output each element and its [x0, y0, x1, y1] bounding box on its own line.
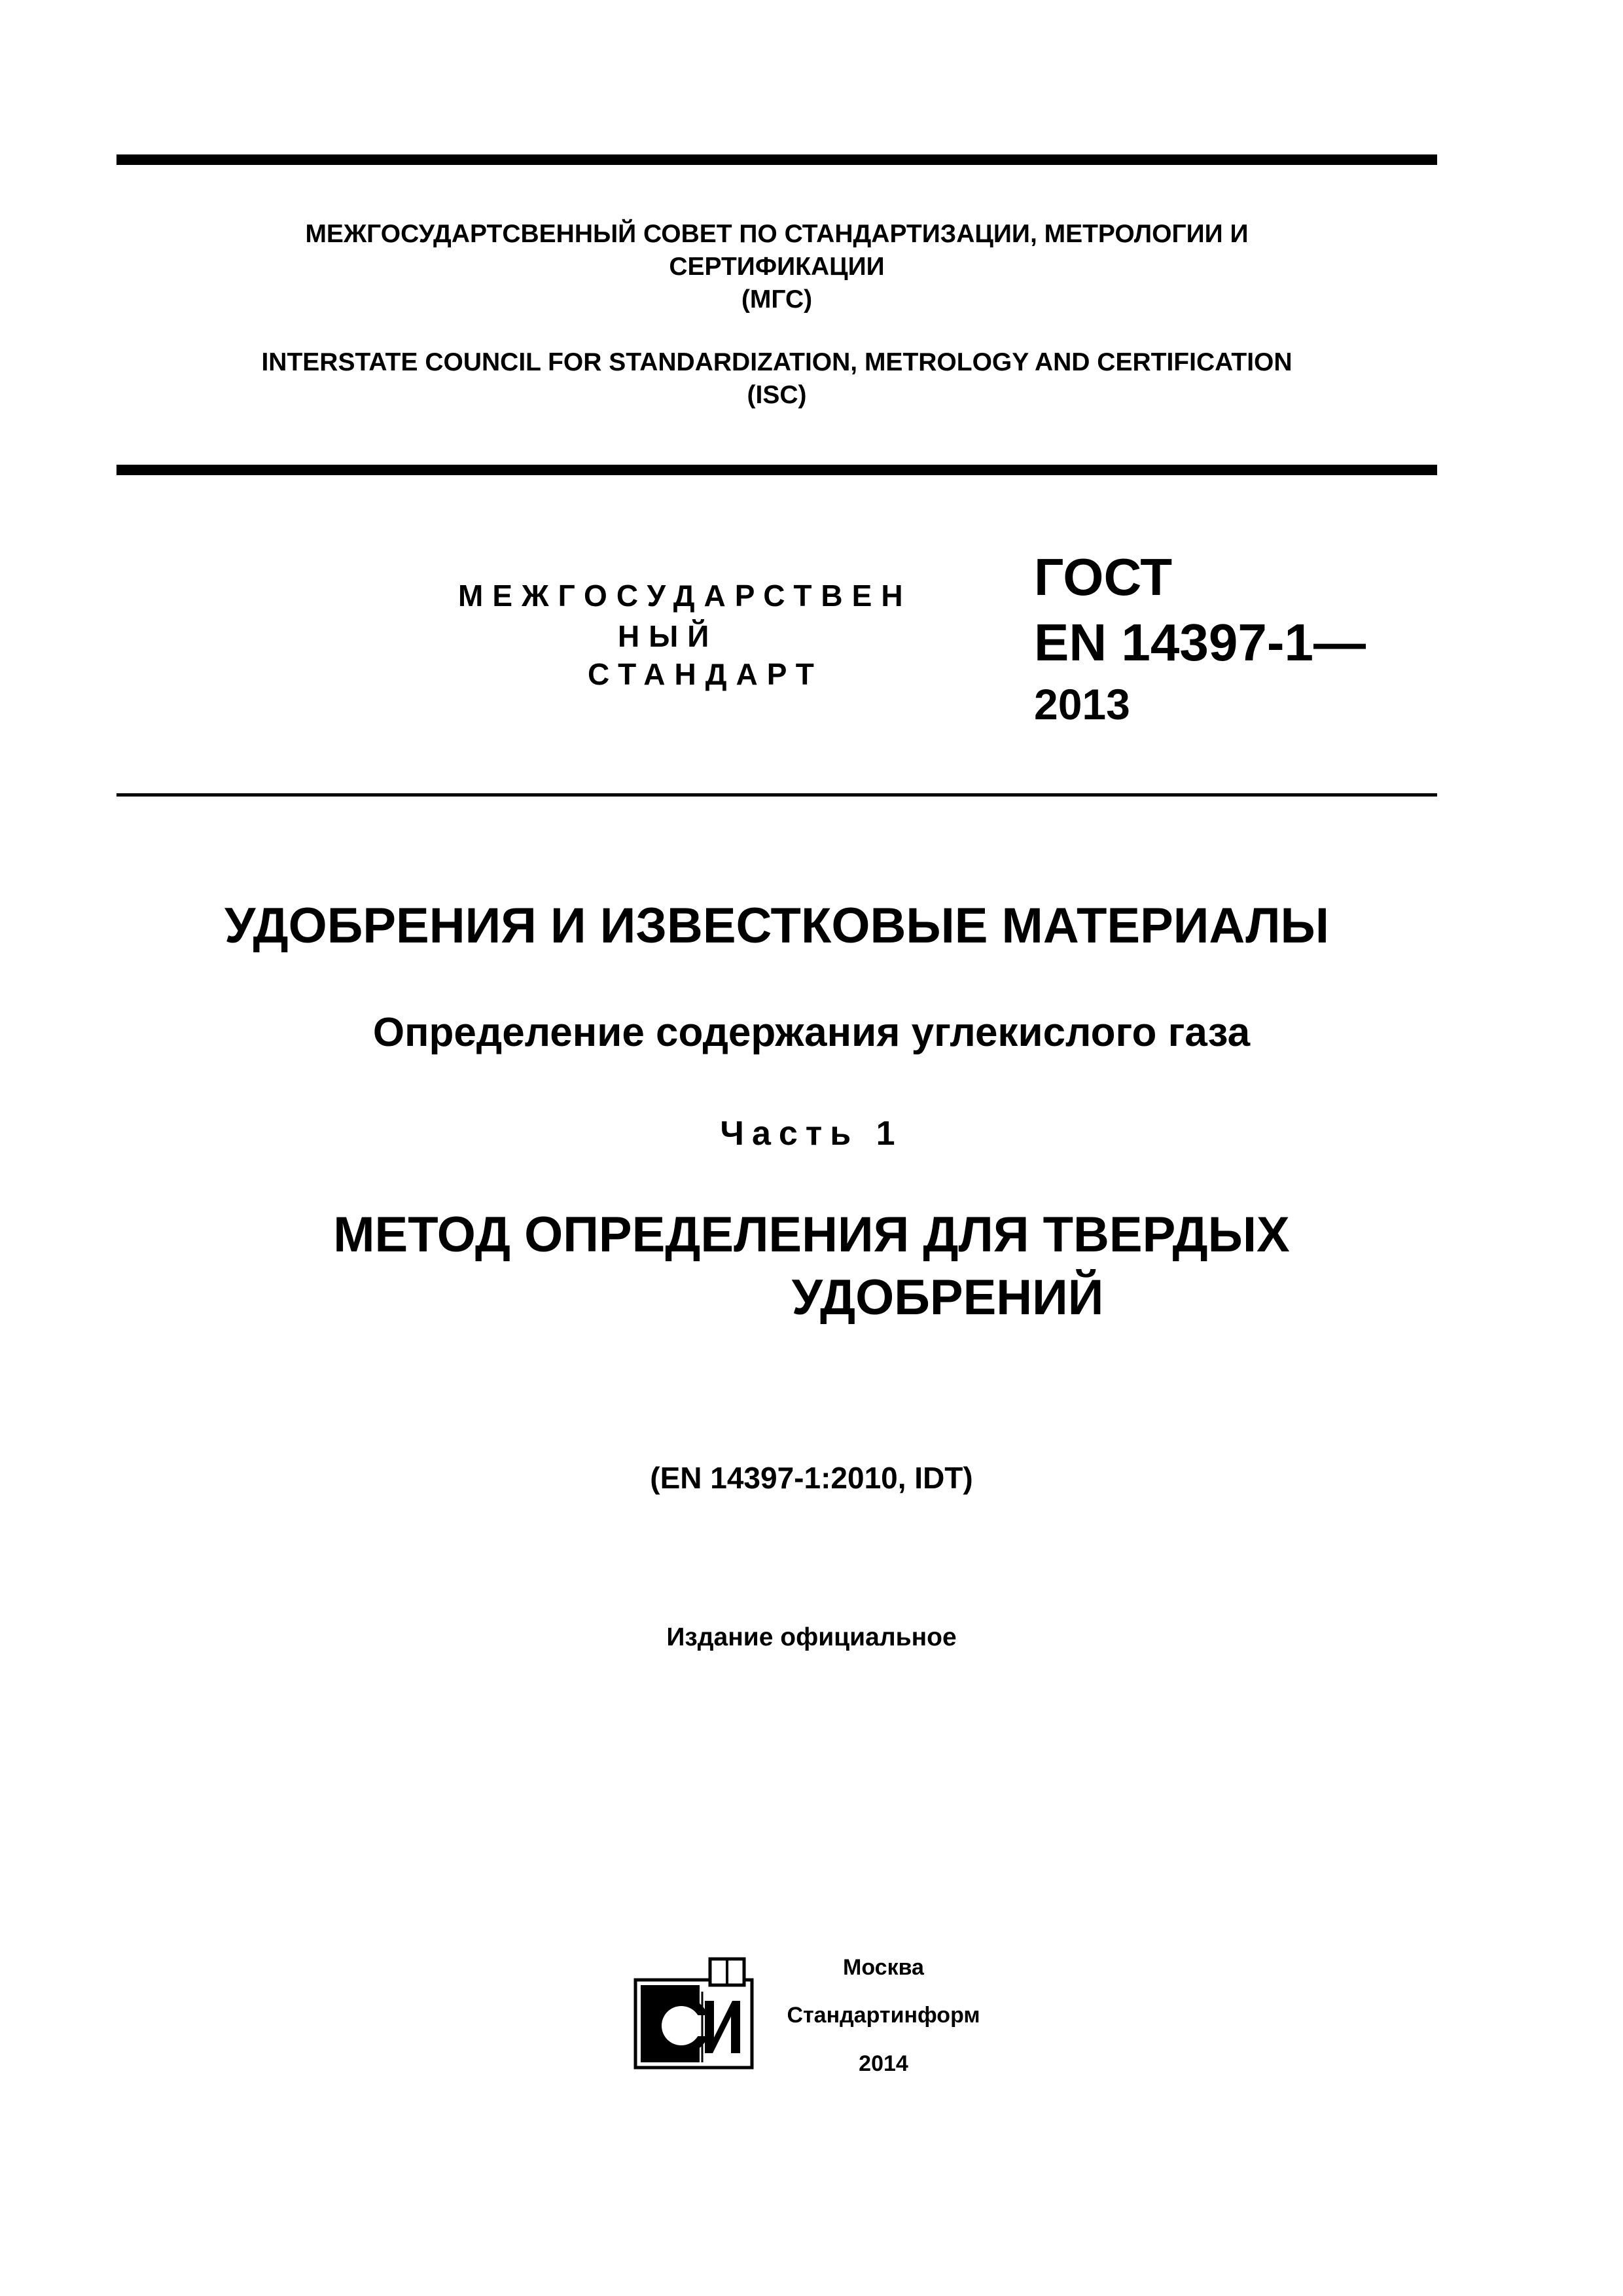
standard-kind-line2: НЫЙ: [618, 619, 719, 653]
en-reference: (EN 14397-1:2010, IDT): [650, 1461, 973, 1495]
gost-designation-line1: ГОСТ: [1034, 548, 1173, 606]
council-name-ru-line2: СЕРТИФИКАЦИИ: [669, 253, 885, 281]
publication-year: 2014: [859, 2051, 908, 2076]
document-part: Часть 1: [720, 1115, 903, 1153]
standard-kind-line3: СТАНДАРТ: [588, 657, 823, 691]
gost-designation-line3: 2013: [1034, 680, 1130, 728]
header-rule: [116, 465, 1437, 475]
edition-note: Издание официальное: [666, 1623, 957, 1651]
standard-kind-line1: МЕЖГОСУДАРСТВЕН: [458, 579, 912, 613]
standartinform-logo-icon: [632, 1954, 756, 2072]
council-name-en: INTERSTATE COUNCIL FOR STANDARDIZATION, METROLOGY AND CERTIFICATION: [261, 348, 1293, 376]
publisher-city: Москва: [843, 1955, 924, 1980]
top-rule: [116, 154, 1437, 165]
council-abbr-ru: (МГС): [741, 285, 813, 314]
council-abbr-en: (ISC): [747, 381, 807, 409]
council-name-ru-line1: МЕЖГОСУДАРТСВЕННЫЙ СОВЕТ ПО СТАНДАРТИЗАЦИИ, МЕТРОЛОГИИ И: [305, 220, 1249, 248]
method-title-line1: МЕТОД ОПРЕДЕЛЕНИЯ ДЛЯ ТВЕРДЫХ: [333, 1207, 1290, 1263]
publisher-name: Стандартинформ: [787, 2003, 980, 2028]
document-subtitle: Определение содержания углекислого газа: [372, 1010, 1251, 1055]
title-rule: [116, 793, 1437, 797]
gost-designation-line2: EN 14397-1—: [1034, 613, 1366, 672]
document-title: УДОБРЕНИЯ И ИЗВЕСТКОВЫЕ МАТЕРИАЛЫ: [224, 898, 1329, 954]
method-title-line2: УДОБРЕНИЙ: [791, 1270, 1104, 1325]
